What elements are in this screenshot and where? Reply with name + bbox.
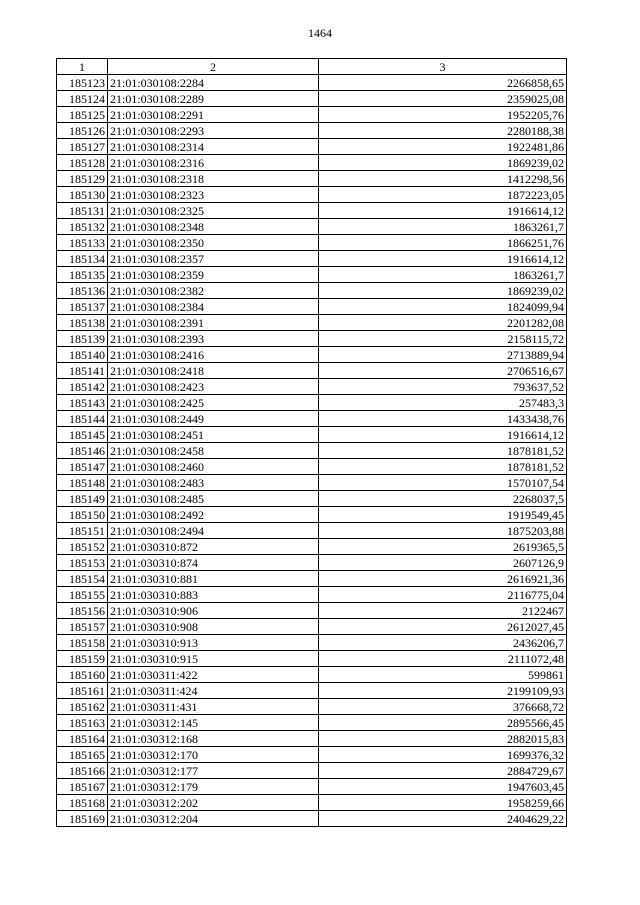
table-row [57, 91, 567, 107]
value-cell: 376668,72 [319, 699, 567, 715]
table-header-row [57, 59, 567, 75]
value-cell: 1570107,54 [319, 475, 567, 491]
value-cell: 1699376,32 [319, 747, 567, 763]
value-cell: 2404629,22 [319, 811, 567, 827]
value-cell: 1952205,76 [319, 107, 567, 123]
cadastral-number-cell: 21:01:030108:2382 [108, 283, 319, 299]
value-cell: 2884729,67 [319, 763, 567, 779]
table-body [57, 75, 567, 827]
row-number-cell: 185154 [57, 571, 108, 587]
column-header-3: 3 [319, 59, 567, 75]
cadastral-number-cell: 21:01:030108:2485 [108, 491, 319, 507]
row-number-cell: 185156 [57, 603, 108, 619]
value-cell: 2706516,67 [319, 363, 567, 379]
row-number-cell: 185162 [57, 699, 108, 715]
value-cell: 1869239,02 [319, 155, 567, 171]
row-number-cell: 185144 [57, 411, 108, 427]
table-row [57, 667, 567, 683]
table-row [57, 619, 567, 635]
table-row [57, 699, 567, 715]
cadastral-number-cell: 21:01:030310:883 [108, 587, 319, 603]
cadastral-number-cell: 21:01:030310:881 [108, 571, 319, 587]
table-row [57, 811, 567, 827]
row-number-cell: 185145 [57, 427, 108, 443]
value-cell: 1433438,76 [319, 411, 567, 427]
table-row [57, 299, 567, 315]
row-number-cell: 185128 [57, 155, 108, 171]
table-row [57, 635, 567, 651]
cadastral-number-cell: 21:01:030312:202 [108, 795, 319, 811]
row-number-cell: 185146 [57, 443, 108, 459]
cadastral-number-cell: 21:01:030108:2458 [108, 443, 319, 459]
table-row [57, 107, 567, 123]
table-row [57, 683, 567, 699]
row-number-cell: 185169 [57, 811, 108, 827]
row-number-cell: 185132 [57, 219, 108, 235]
row-number-cell: 185155 [57, 587, 108, 603]
row-number-cell: 185131 [57, 203, 108, 219]
value-cell: 2607126,9 [319, 555, 567, 571]
value-cell: 1875203,88 [319, 523, 567, 539]
cadastral-number-cell: 21:01:030311:424 [108, 683, 319, 699]
table-row [57, 459, 567, 475]
row-number-cell: 185134 [57, 251, 108, 267]
value-cell: 599861 [319, 667, 567, 683]
cadastral-number-cell: 21:01:030310:874 [108, 555, 319, 571]
row-number-cell: 185150 [57, 507, 108, 523]
value-cell: 1872223,05 [319, 187, 567, 203]
value-cell: 2713889,94 [319, 347, 567, 363]
row-number-cell: 185167 [57, 779, 108, 795]
cadastral-number-cell: 21:01:030108:2323 [108, 187, 319, 203]
cadastral-number-cell: 21:01:030108:2492 [108, 507, 319, 523]
cadastral-number-cell: 21:01:030108:2291 [108, 107, 319, 123]
table-row [57, 139, 567, 155]
table-row [57, 427, 567, 443]
value-cell: 1412298,56 [319, 171, 567, 187]
table-row [57, 363, 567, 379]
row-number-cell: 185130 [57, 187, 108, 203]
value-cell: 2111072,48 [319, 651, 567, 667]
value-cell: 2199109,93 [319, 683, 567, 699]
table-row [57, 395, 567, 411]
cadastral-number-cell: 21:01:030108:2289 [108, 91, 319, 107]
value-cell: 2116775,04 [319, 587, 567, 603]
table-row [57, 235, 567, 251]
value-cell: 1824099,94 [319, 299, 567, 315]
cadastral-number-cell: 21:01:030108:2357 [108, 251, 319, 267]
row-number-cell: 185165 [57, 747, 108, 763]
table-row [57, 763, 567, 779]
row-number-cell: 185147 [57, 459, 108, 475]
cadastral-number-cell: 21:01:030108:2359 [108, 267, 319, 283]
value-cell: 2158115,72 [319, 331, 567, 347]
row-number-cell: 185126 [57, 123, 108, 139]
table-row [57, 187, 567, 203]
cadastral-number-cell: 21:01:030312:177 [108, 763, 319, 779]
row-number-cell: 185166 [57, 763, 108, 779]
row-number-cell: 185160 [57, 667, 108, 683]
row-number-cell: 185152 [57, 539, 108, 555]
row-number-cell: 185157 [57, 619, 108, 635]
value-cell: 1866251,76 [319, 235, 567, 251]
cadastral-number-cell: 21:01:030312:145 [108, 715, 319, 731]
value-cell: 2280188,38 [319, 123, 567, 139]
row-number-cell: 185158 [57, 635, 108, 651]
row-number-cell: 185136 [57, 283, 108, 299]
column-header-2: 2 [108, 59, 319, 75]
cadastral-number-cell: 21:01:030310:915 [108, 651, 319, 667]
table-row [57, 555, 567, 571]
cadastral-number-cell: 21:01:030312:204 [108, 811, 319, 827]
value-cell: 793637,52 [319, 379, 567, 395]
page-number: 1464 [308, 26, 332, 40]
cadastral-number-cell: 21:01:030108:2393 [108, 331, 319, 347]
table-row [57, 203, 567, 219]
value-cell: 2268037,5 [319, 491, 567, 507]
row-number-cell: 185139 [57, 331, 108, 347]
row-number-cell: 185151 [57, 523, 108, 539]
cadastral-number-cell: 21:01:030108:2384 [108, 299, 319, 315]
cadastral-number-cell: 21:01:030108:2460 [108, 459, 319, 475]
table-row [57, 283, 567, 299]
table-row [57, 571, 567, 587]
value-cell: 1878181,52 [319, 443, 567, 459]
cadastral-number-cell: 21:01:030108:2423 [108, 379, 319, 395]
table-row [57, 523, 567, 539]
row-number-cell: 185153 [57, 555, 108, 571]
table-row [57, 411, 567, 427]
value-cell: 2436206,7 [319, 635, 567, 651]
cadastral-number-cell: 21:01:030108:2483 [108, 475, 319, 491]
cadastral-number-cell: 21:01:030312:179 [108, 779, 319, 795]
row-number-cell: 185135 [57, 267, 108, 283]
table-row [57, 651, 567, 667]
row-number-cell: 185161 [57, 683, 108, 699]
table-row [57, 715, 567, 731]
value-cell: 2895566,45 [319, 715, 567, 731]
value-cell: 2201282,08 [319, 315, 567, 331]
row-number-cell: 185148 [57, 475, 108, 491]
table-row [57, 587, 567, 603]
row-number-cell: 185127 [57, 139, 108, 155]
value-cell: 1869239,02 [319, 283, 567, 299]
cadastral-number-cell: 21:01:030108:2318 [108, 171, 319, 187]
cadastral-number-cell: 21:01:030108:2451 [108, 427, 319, 443]
cadastral-number-cell: 21:01:030108:2325 [108, 203, 319, 219]
value-cell: 1863261,7 [319, 219, 567, 235]
cadastral-number-cell: 21:01:030108:2293 [108, 123, 319, 139]
row-number-cell: 185143 [57, 395, 108, 411]
table-row [57, 539, 567, 555]
cadastral-number-cell: 21:01:030310:908 [108, 619, 319, 635]
cadastral-number-cell: 21:01:030108:2449 [108, 411, 319, 427]
cadastral-number-cell: 21:01:030108:2416 [108, 347, 319, 363]
value-cell: 2616921,36 [319, 571, 567, 587]
table-row [57, 219, 567, 235]
cadastral-number-cell: 21:01:030108:2350 [108, 235, 319, 251]
table-row [57, 507, 567, 523]
table-row [57, 75, 567, 91]
value-cell: 1916614,12 [319, 427, 567, 443]
row-number-cell: 185138 [57, 315, 108, 331]
cadastral-number-cell: 21:01:030108:2418 [108, 363, 319, 379]
table-row [57, 443, 567, 459]
cadastral-number-cell: 21:01:030312:170 [108, 747, 319, 763]
value-cell: 1916614,12 [319, 203, 567, 219]
cadastral-number-cell: 21:01:030310:872 [108, 539, 319, 555]
row-number-cell: 185141 [57, 363, 108, 379]
table-row [57, 731, 567, 747]
row-number-cell: 185159 [57, 651, 108, 667]
cadastral-number-cell: 21:01:030108:2348 [108, 219, 319, 235]
table-row [57, 171, 567, 187]
row-number-cell: 185123 [57, 75, 108, 91]
value-cell: 1947603,45 [319, 779, 567, 795]
row-number-cell: 185125 [57, 107, 108, 123]
row-number-cell: 185168 [57, 795, 108, 811]
cadastral-number-cell: 21:01:030311:422 [108, 667, 319, 683]
value-cell: 1916614,12 [319, 251, 567, 267]
table-row [57, 347, 567, 363]
value-cell: 2122467 [319, 603, 567, 619]
cadastral-number-cell: 21:01:030108:2284 [108, 75, 319, 91]
value-cell: 257483,3 [319, 395, 567, 411]
cadastral-number-cell: 21:01:030108:2494 [108, 523, 319, 539]
table-row [57, 331, 567, 347]
table-row [57, 475, 567, 491]
value-cell: 2619365,5 [319, 539, 567, 555]
cadastral-number-cell: 21:01:030108:2316 [108, 155, 319, 171]
value-cell: 1878181,52 [319, 459, 567, 475]
value-cell: 2612027,45 [319, 619, 567, 635]
table-row [57, 155, 567, 171]
column-header-1: 1 [57, 59, 108, 75]
table-row [57, 603, 567, 619]
table-row [57, 795, 567, 811]
table-row [57, 251, 567, 267]
row-number-cell: 185129 [57, 171, 108, 187]
value-cell: 1958259,66 [319, 795, 567, 811]
value-cell: 1922481,86 [319, 139, 567, 155]
cadastral-number-cell: 21:01:030108:2314 [108, 139, 319, 155]
table-row [57, 315, 567, 331]
row-number-cell: 185137 [57, 299, 108, 315]
value-cell: 1863261,7 [319, 267, 567, 283]
table-row [57, 267, 567, 283]
cadastral-number-cell: 21:01:030108:2391 [108, 315, 319, 331]
cadastral-number-cell: 21:01:030310:906 [108, 603, 319, 619]
cadastral-value-table [56, 58, 567, 827]
row-number-cell: 185140 [57, 347, 108, 363]
table-row [57, 747, 567, 763]
cadastral-number-cell: 21:01:030108:2425 [108, 395, 319, 411]
row-number-cell: 185124 [57, 91, 108, 107]
value-cell: 1919549,45 [319, 507, 567, 523]
table-row [57, 123, 567, 139]
cadastral-number-cell: 21:01:030310:913 [108, 635, 319, 651]
row-number-cell: 185133 [57, 235, 108, 251]
table-row [57, 491, 567, 507]
table-row [57, 379, 567, 395]
table-row [57, 779, 567, 795]
value-cell: 2882015,83 [319, 731, 567, 747]
row-number-cell: 185149 [57, 491, 108, 507]
row-number-cell: 185164 [57, 731, 108, 747]
cadastral-number-cell: 21:01:030311:431 [108, 699, 319, 715]
row-number-cell: 185142 [57, 379, 108, 395]
cadastral-number-cell: 21:01:030312:168 [108, 731, 319, 747]
value-cell: 2359025,08 [319, 91, 567, 107]
value-cell: 2266858,65 [319, 75, 567, 91]
row-number-cell: 185163 [57, 715, 108, 731]
